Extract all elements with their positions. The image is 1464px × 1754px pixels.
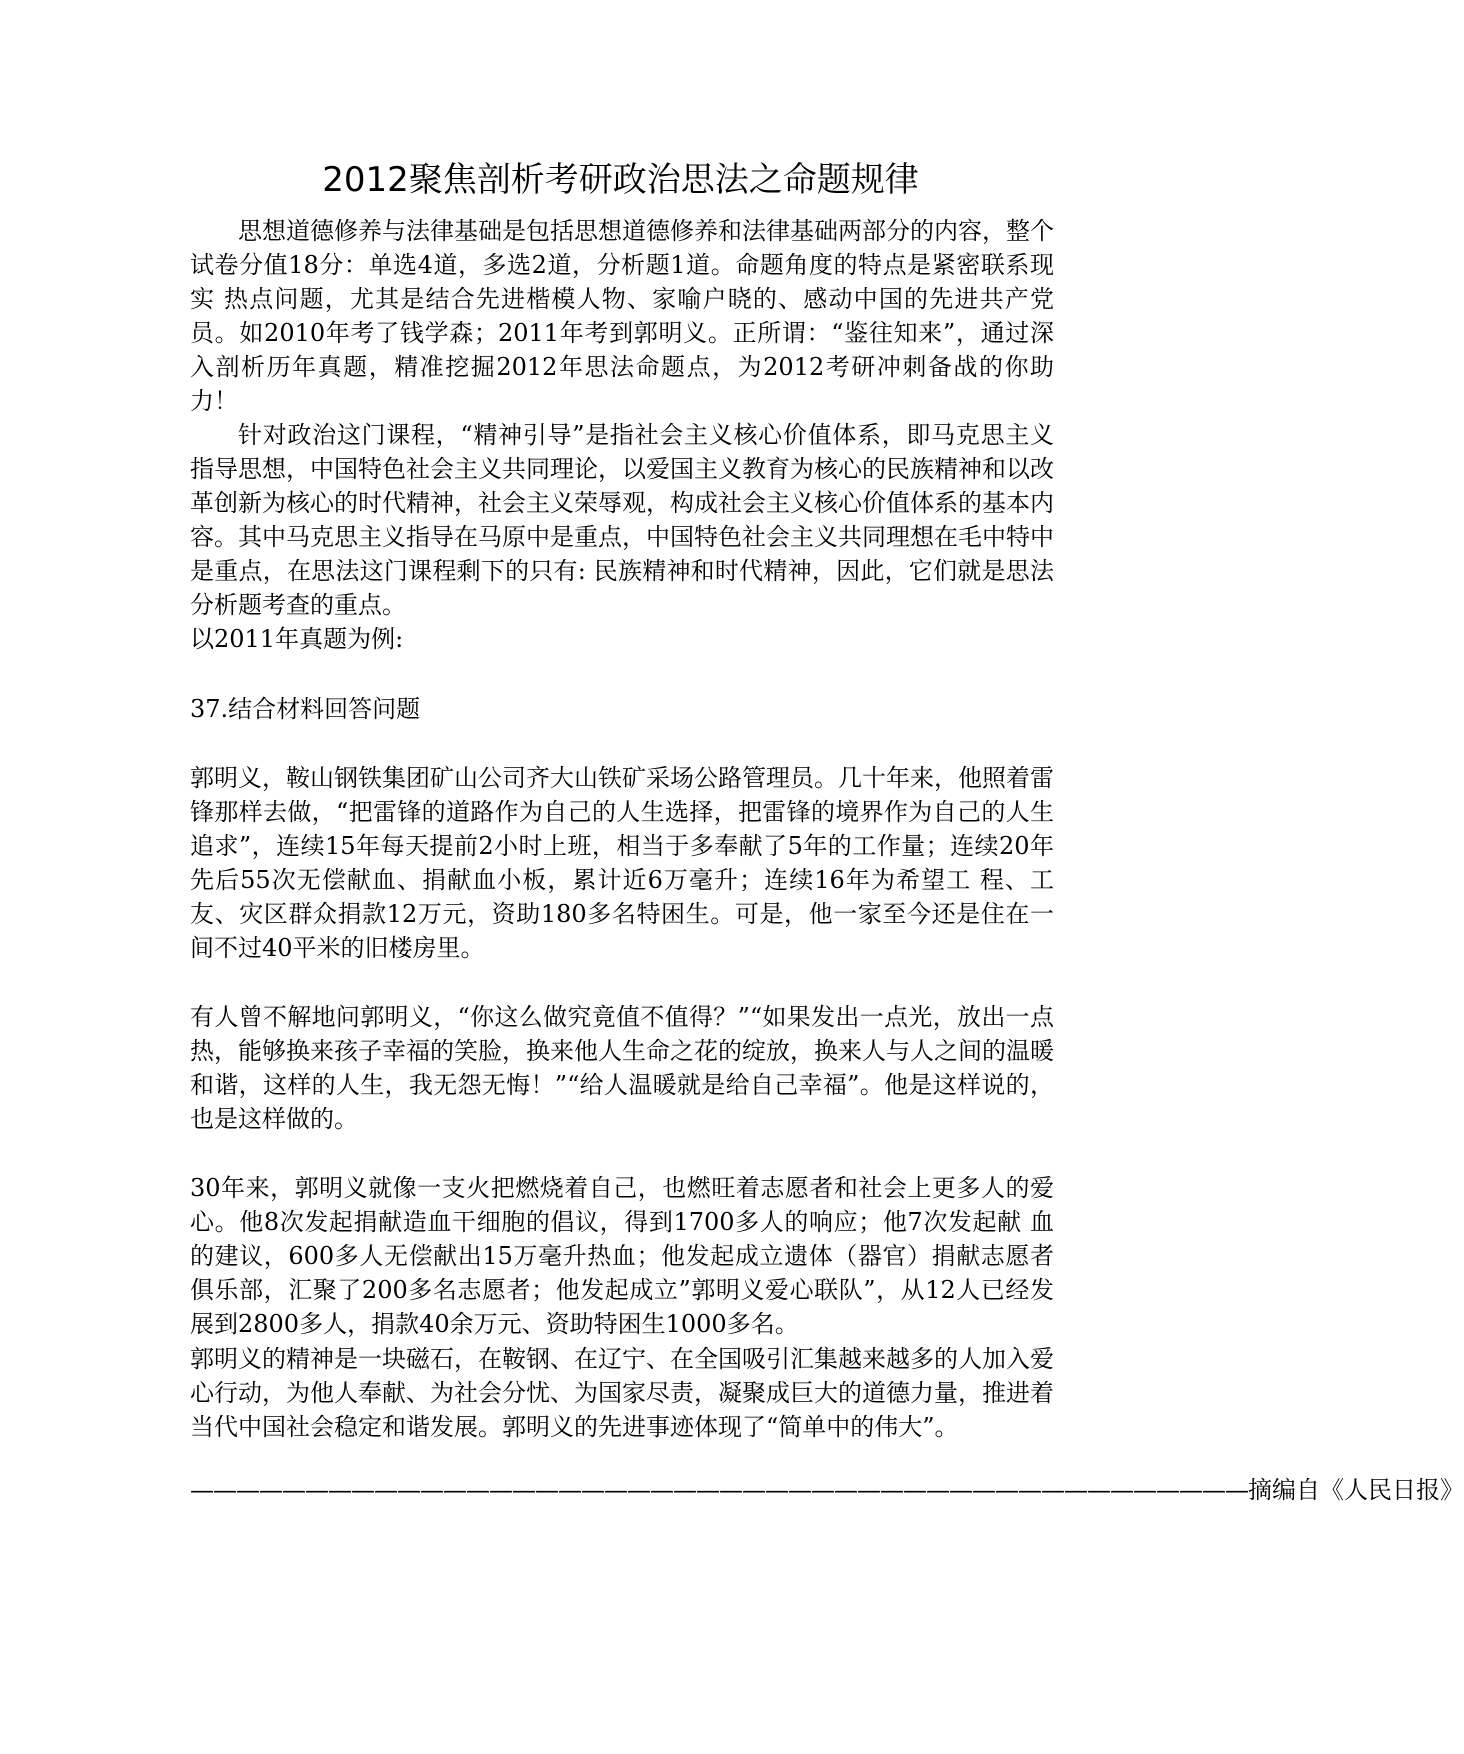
intro-paragraph-1: 思想道德修养与法律基础是包括思想道德修养和法律基础两部分的内容，整个试卷分值18分：单选4道，多选2道，分析题1道。命题角度的特点是紧密联系现实 热点问题，尤其是结合先进楷模人物、家喻户晓的、感动中国的先进共产党员。如2010年考了钱学森；2011年考到郭明义。正所谓：“鉴往知来”，通过深 入剖析历年真题，精准挖掘2012年思法命题点，为2012考研冲刺备战的你助力！ xyxy=(190,217,1054,415)
material-paragraph-3: 30年来，郭明义就像一支火把燃烧着自己，也燃旺着志愿者和社会上更多人的爱心。他8次发起捐献造血干细胞的倡议，得到1700多人的响应；他7次发起献 血的建议，600多人无偿献出15万毫升热血；他发起成立遗体（器官）捐献志愿者俱乐部，汇聚了200多名志愿者；他发起成立”郭明义爱心联队”，从12人已经发展到2800多人，捐款40余万元、资助特困生1000多名。 xyxy=(190,1174,1054,1338)
document-title: 2012聚焦剖析考研政治思法之命题规律 xyxy=(322,160,919,200)
example-heading: 以2011年真题为例: xyxy=(190,625,404,653)
question-heading: 37.结合材料回答问题 xyxy=(190,695,421,723)
intro-section xyxy=(190,214,1054,622)
material-paragraph-1: 郭明义，鞍山钢铁集团矿山公司齐大山铁矿采场公路管理员。几十年来，他照着雷锋那样去做，“把雷锋的道路作为自己的人生选择，把雷锋的境界作为自己的人生 追求”，连续15年每天提前2小时上班，相当于多奉献了5年的工作量；连续20年先后55次无偿献血、捐献血小板，累计近6万毫升；连续16年为希望工 程、工友、灾区群众捐款12万元，资助180多名特困生。可是，他一家至今还是住在一间不过40平米的旧楼房里。 xyxy=(190,764,1054,962)
source-attribution xyxy=(190,1473,1464,1507)
source-text: 摘编自《人民日报》 xyxy=(1248,1476,1464,1504)
intro-paragraph-2: 针对政治这门课程，“精神引导”是指社会主义核心价值体系，即马克思主义指导思想，中国特色社会主义共同理论，以爱国主义教育为核心的民族精神和以改革创新为核心的时代精神，社会主义荣辱观，构成社会主义核心价值体系的基本内容。其中马克思主义指导在马原中是重点，中国特色社会主义共同理想在毛中特中是重点，在思法这门课程剩下的只有: 民族精神和时代精神，因此，它们就是思法分析题考查的重点。 xyxy=(190,421,1054,619)
source-dash-line: —————————————————————————————————————————————— xyxy=(190,1476,1248,1504)
material-paragraph-2: 有人曾不解地问郭明义，“你这么做究竟值不值得？”“如果发出一点光，放出一点热，能够换来孩子幸福的笑脸，换来他人生命之花的绽放，换来人与人之间的温暖和谐，这样的人生，我无怨无悔！”“给人温暖就是给自己幸福”。他是这样说的，也是这样做的。 xyxy=(190,1003,1054,1133)
material-paragraph-4: 郭明义的精神是一块磁石，在鞍钢、在辽宁、在全国吸引汇集越来越多的人加入爱心行动，为他人奉献、为社会分忧、为国家尽责，凝聚成巨大的道德力量，推进着当代中国社会稳定和谐发展。郭明义的先进事迹体现了“简单中的伟大”。 xyxy=(190,1345,1054,1441)
